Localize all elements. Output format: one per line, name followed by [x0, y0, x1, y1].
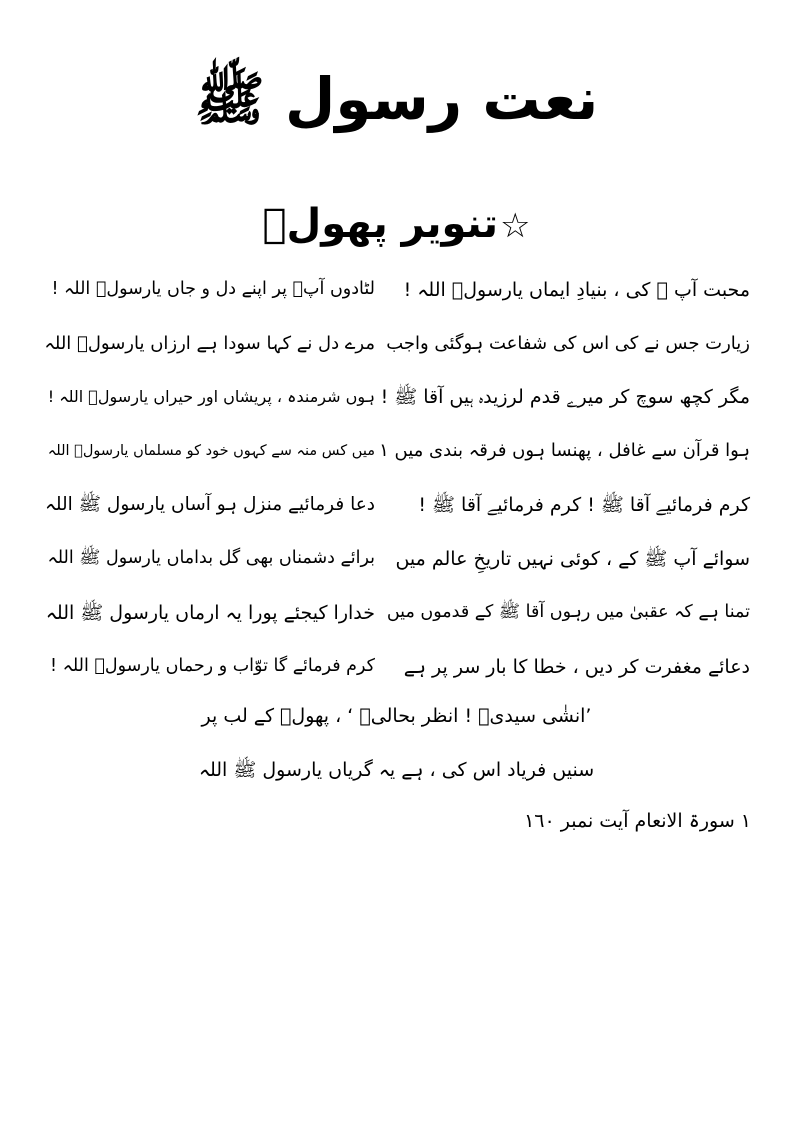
closing-line: ’انشٰی سیدیؐ ! انظر بحالیؐ ‘ ، پھولؔ کے لب پر — [201, 705, 592, 727]
couplet-second-line: مرے دل نے کہا سودا ہے ارزاں یارسولؔ اللہ — [44, 333, 375, 354]
couplet-second-line: لٹادوں آپؐ پر اپنے دل و جاں یارسولؔ اللہ ! — [51, 279, 375, 300]
couplet — [45, 324, 750, 364]
couplet — [45, 485, 750, 525]
couplet-second-line: برائے دشمناں بھی گل بداماں یارسول ﷺ اللہ — [47, 548, 375, 569]
closing-line: سنیں فریاد اس کی ، ہے یہ گریاں یارسول ﷺ اللہ — [198, 759, 595, 781]
couplet — [45, 431, 750, 471]
star-icon: ☆ — [499, 206, 531, 246]
poet-name-text: تنویر پھولؔ — [262, 201, 498, 247]
couplet-first-line: ہوا قرآن سے غافل ، پھنسا ہوں فرقہ بندی میں ١ — [379, 440, 750, 461]
couplet-first-line: سوائے آپ ﷺ کے ، کوئی نہیں تاریخِ عالم میں — [395, 547, 750, 570]
couplet-second-line: کرم فرمائے گا توّاب و رحماں یارسولؔ اللہ ! — [50, 656, 375, 677]
couplet-second-line: دعا فرمائیے منزل ہو آساں یارسول ﷺ اللہ — [45, 493, 375, 515]
couplet-first-line: تمنا ہے کہ عقبیٰ میں رہوں آقا ﷺ کے قدموں میں — [386, 602, 750, 623]
couplet-first-line: کرم فرمائیے آقا ﷺ ! کرم فرمائیے آقا ﷺ ! — [418, 493, 750, 516]
couplet — [45, 593, 750, 633]
couplet — [45, 647, 750, 687]
couplet-first-line: مگر کچھ سوچ کر میرے قدم لرزیدہ ہیں آقا ﷺ ! — [380, 385, 750, 408]
couplet-first-line: محبت آپ ﷺ کی ، بنیادِ ایماں یارسولؔ اللہ ! — [403, 278, 750, 301]
poet-name — [0, 200, 793, 248]
couplet-second-line: میں کس منہ سے کہوں خود کو مسلماں یارسولؔ اللہ — [47, 442, 375, 459]
couplet-second-line: خدارا کیجئے پورا یہ ارماں یارسول ﷺ اللہ — [45, 601, 375, 624]
page-title — [0, 62, 793, 137]
couplet — [45, 539, 750, 579]
couplet-first-line: زیارت جس نے کی اس کی شفاعت ہوگئی واجب — [386, 333, 750, 354]
couplet-second-line: ہوں شرمندہ ، پریشاں اور حیراں یارسولؔ اللہ ! — [47, 387, 375, 406]
couplet — [45, 270, 750, 310]
page-title-text: نعت رسول ﷺ — [194, 65, 599, 133]
couplet — [45, 377, 750, 417]
couplet-first-line: دعائے مغفرت کر دیں ، خطا کا بار سر پر ہے — [403, 655, 750, 678]
footnote: ١ سورۃ الانعام آیت نمبر ١٦٠ — [524, 810, 751, 832]
